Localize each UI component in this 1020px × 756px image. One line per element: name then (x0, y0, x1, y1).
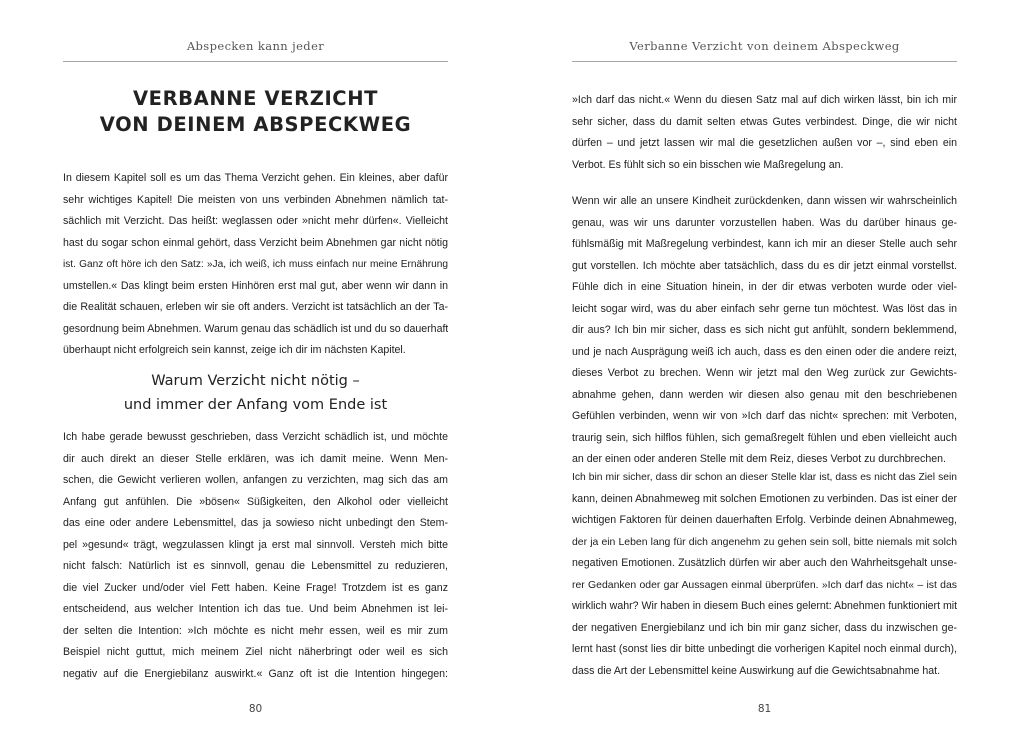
text-line: Gefühlen verbinden, wenn wir von »Ich darf das nicht« sprechen: mit Verboten, (572, 410, 957, 422)
text-line: der negativen Energiebilanz und ich bin mir ganz sicher, dass du inzwischen ge- (572, 621, 957, 634)
text-line: und je nach Ausprägung weiß ich auch, dass es den einen oder die andere reizt, (572, 345, 957, 358)
text-line: umstellen.« Das klingt beim ersten Hinhören erst mal gut, aber wenn wir dann in (63, 279, 448, 292)
text-line: schen, die Gewicht verlieren wollen, anfangen zu verzichten, mag sich das am (63, 474, 448, 486)
text-line: dieses Verbot zu brechen. Wenn wir jetzt mal den Weg zurück zur Gewichts- (572, 367, 957, 379)
text-line: negativen Emotionen. Zusätzlich dürfen wir aber auch den Wahrheitsgehalt unse- (572, 557, 957, 569)
section-heading-line: und immer der Anfang vom Ende ist (123, 397, 388, 413)
text-line: leicht sogar wird, was du aber einfach sehr gerne tun möchtest. Was löst das in (572, 302, 957, 315)
header-rule-left (63, 61, 448, 62)
text-line: fühlsmäßig mit Maßregelung verbindest, kann ich mir an dieser Stelle auch sehr (572, 238, 957, 250)
left-page (63, 0, 448, 756)
text-line: die viel Zucker und/oder viel Fett haben. Keine Frage! Trotzdem ist es ganz (63, 581, 448, 594)
text-line: Ich habe gerade bewusst geschrieben, dass Verzicht schädlich ist, und möchte (63, 431, 448, 443)
text-line: Anfang gut anfühlen. Die »bösen« Süßigkeiten, den Alkohol oder vielleicht (63, 495, 448, 508)
intro-paragraph (63, 168, 448, 362)
text-line: dass die Art der Lebensmittel keine Auswirkung auf die Gewichtsabnahme hat. (572, 664, 941, 677)
text-line: Beispiel nicht guttut, mich meinem Ziel nicht näherbringt oder weil es sich (63, 646, 448, 658)
text-line: entscheidend, aus welcher Intention ich das tue. Und beim Abnehmen ist lei- (63, 603, 448, 615)
text-line: sehr sicher, dass du damit selten etwas Gutes verbindest. Dinge, die wir nicht (572, 115, 957, 128)
text-line: gut vorstellen. Ich möchte aber tatsächlich, dass du es dir jetzt einmal vorstellst. (572, 259, 957, 272)
text-line: der ja ein Leben lang für dich angenehm zu gehen sein soll, bitte niemals mit solch (572, 536, 957, 548)
text-line: wichtigen Faktoren für deinen dauerhaften Erfolg. Verbinde deinen Abnahmeweg, (572, 514, 957, 526)
text-line: überhaupt nicht erfolgreich sein kannst, zeige ich dir im nächsten Kapitel. (63, 344, 406, 356)
right-page (572, 0, 957, 756)
text-line: das eine oder andere Lebensmittel, das ja sowieso nicht unbedingt den Stem- (63, 517, 448, 529)
text-line: Fühle dich in eine Situation hinein, in der dir etwas verboten wurde oder viel- (572, 281, 957, 293)
paragraph-1 (572, 90, 957, 176)
text-line: In diesem Kapitel soll es um das Thema Verzicht gehen. Ein kleines, aber dafür (63, 172, 448, 184)
text-line: rer Gedanken oder gar Aussagen einmal überprüfen. »Ich darf das nicht« – ist das (572, 579, 957, 591)
text-line: »Ich darf das nicht.« Wenn du diesen Satz mal auf dich wirken lässt, bin ich mir (572, 94, 957, 106)
text-line: die Realität schauen, erleben wir sie oft anders. Verzicht ist tatsächlich an der Ta- (63, 301, 448, 313)
text-line: sehr wichtiges Kapitel! Die meisten von uns verbinden Abnehmen nämlich tat- (63, 193, 448, 206)
text-line: negativ auf die Energiebilanz auswirkt.« Ganz oft ist die Intention hingegen: (63, 667, 448, 680)
text-line: ist. Ganz oft höre ich den Satz: »Ja, ich weiß, ich muss einfach nur meine Ernährung (63, 259, 448, 270)
running-head-right: Verbanne Verzicht von deinem Abspeckweg (629, 39, 900, 53)
text-line: lernt hast (sonst lies dir bitte unbedingt die vorherigen Kapitel noch einmal durch), (572, 643, 957, 655)
page-number-right: 81 (757, 703, 772, 715)
text-line: genau, was wir uns darunter vorzustellen haben. Was du darüber hinaus ge- (572, 216, 957, 229)
page-number-left: 80 (248, 703, 263, 715)
header-rule-right (572, 61, 957, 62)
text-line: an der einen oder anderen Stelle mit dem Reiz, dieses Verbot zu durchbrechen. (572, 453, 946, 465)
text-line: nicht falsch: Natürlich ist es sinnvoll, genau die Lebensmittel zu reduzieren, (63, 560, 448, 572)
text-line: traurig sein, sich hilflos fühlen, sich gemaßregelt fühlen und eben vielleicht auch (572, 431, 957, 444)
paragraph-2 (572, 191, 957, 471)
text-line: dir aus? Ich bin mir sicher, dass es sich nicht gut anfühlt, sondern beklemmend, (572, 324, 957, 336)
text-line: Ich bin mir sicher, dass dir schon an dieser Stelle klar ist, dass es nicht das Ziel sein (572, 472, 957, 483)
chapter-title-line: VERBANNE VERZICHT (132, 87, 379, 110)
text-line: dürfen – und jetzt lassen wir mal die gesetzlichen außen vor –, sind eben ein (572, 137, 957, 149)
section-heading-line: Warum Verzicht nicht nötig – (151, 373, 360, 389)
body-paragraph (63, 427, 448, 685)
chapter-title (63, 86, 448, 138)
text-line: dir auch direkt an dieser Stelle erklären, was ich damit meine. Wenn Men- (63, 452, 448, 465)
text-line: Verbot. Es fühlt sich so ein bisschen wie Maßregelung an. (572, 158, 844, 171)
text-line: hast du sogar schon einmal gehört, dass Verzicht beim Abnehmen gar nicht nötig (63, 236, 448, 249)
text-line: Wenn wir alle an unsere Kindheit zurückdenken, dann wissen wir wahrscheinlich (572, 195, 957, 207)
section-heading (63, 369, 448, 417)
chapter-title-line: VON DEINEM ABSPECKWEG (99, 113, 412, 136)
text-line: der selten die Intention: »Ich möchte es nicht mehr essen, weil es mir zum (63, 624, 448, 637)
text-line: pel »gesund« trägt, wegzulassen klingt ja erst mal sinnvoll. Versteh mich bitte (63, 538, 448, 551)
running-head-left: Abspecken kann jeder (186, 39, 325, 53)
text-line: wirklich wahr? Wir haben in diesem Buch eines gelernt: Abnehmen funktioniert mit (572, 600, 957, 612)
text-line: abnahme gehen, dann werden wir diesen also genau mit den beschriebenen (572, 388, 957, 401)
text-line: gesordnung beim Abnehmen. Warum genau das schädlich ist und du so dauerhaft (63, 322, 448, 335)
text-line: sächlich mit Verzicht. Das heißt: weglassen oder »nicht mehr dürfen«. Vielleicht (63, 215, 448, 227)
paragraph-3 (572, 467, 957, 682)
text-line: kann, deinen Abnahmeweg mit solchen Emotionen zu verbinden. Das ist einer der (572, 492, 957, 505)
